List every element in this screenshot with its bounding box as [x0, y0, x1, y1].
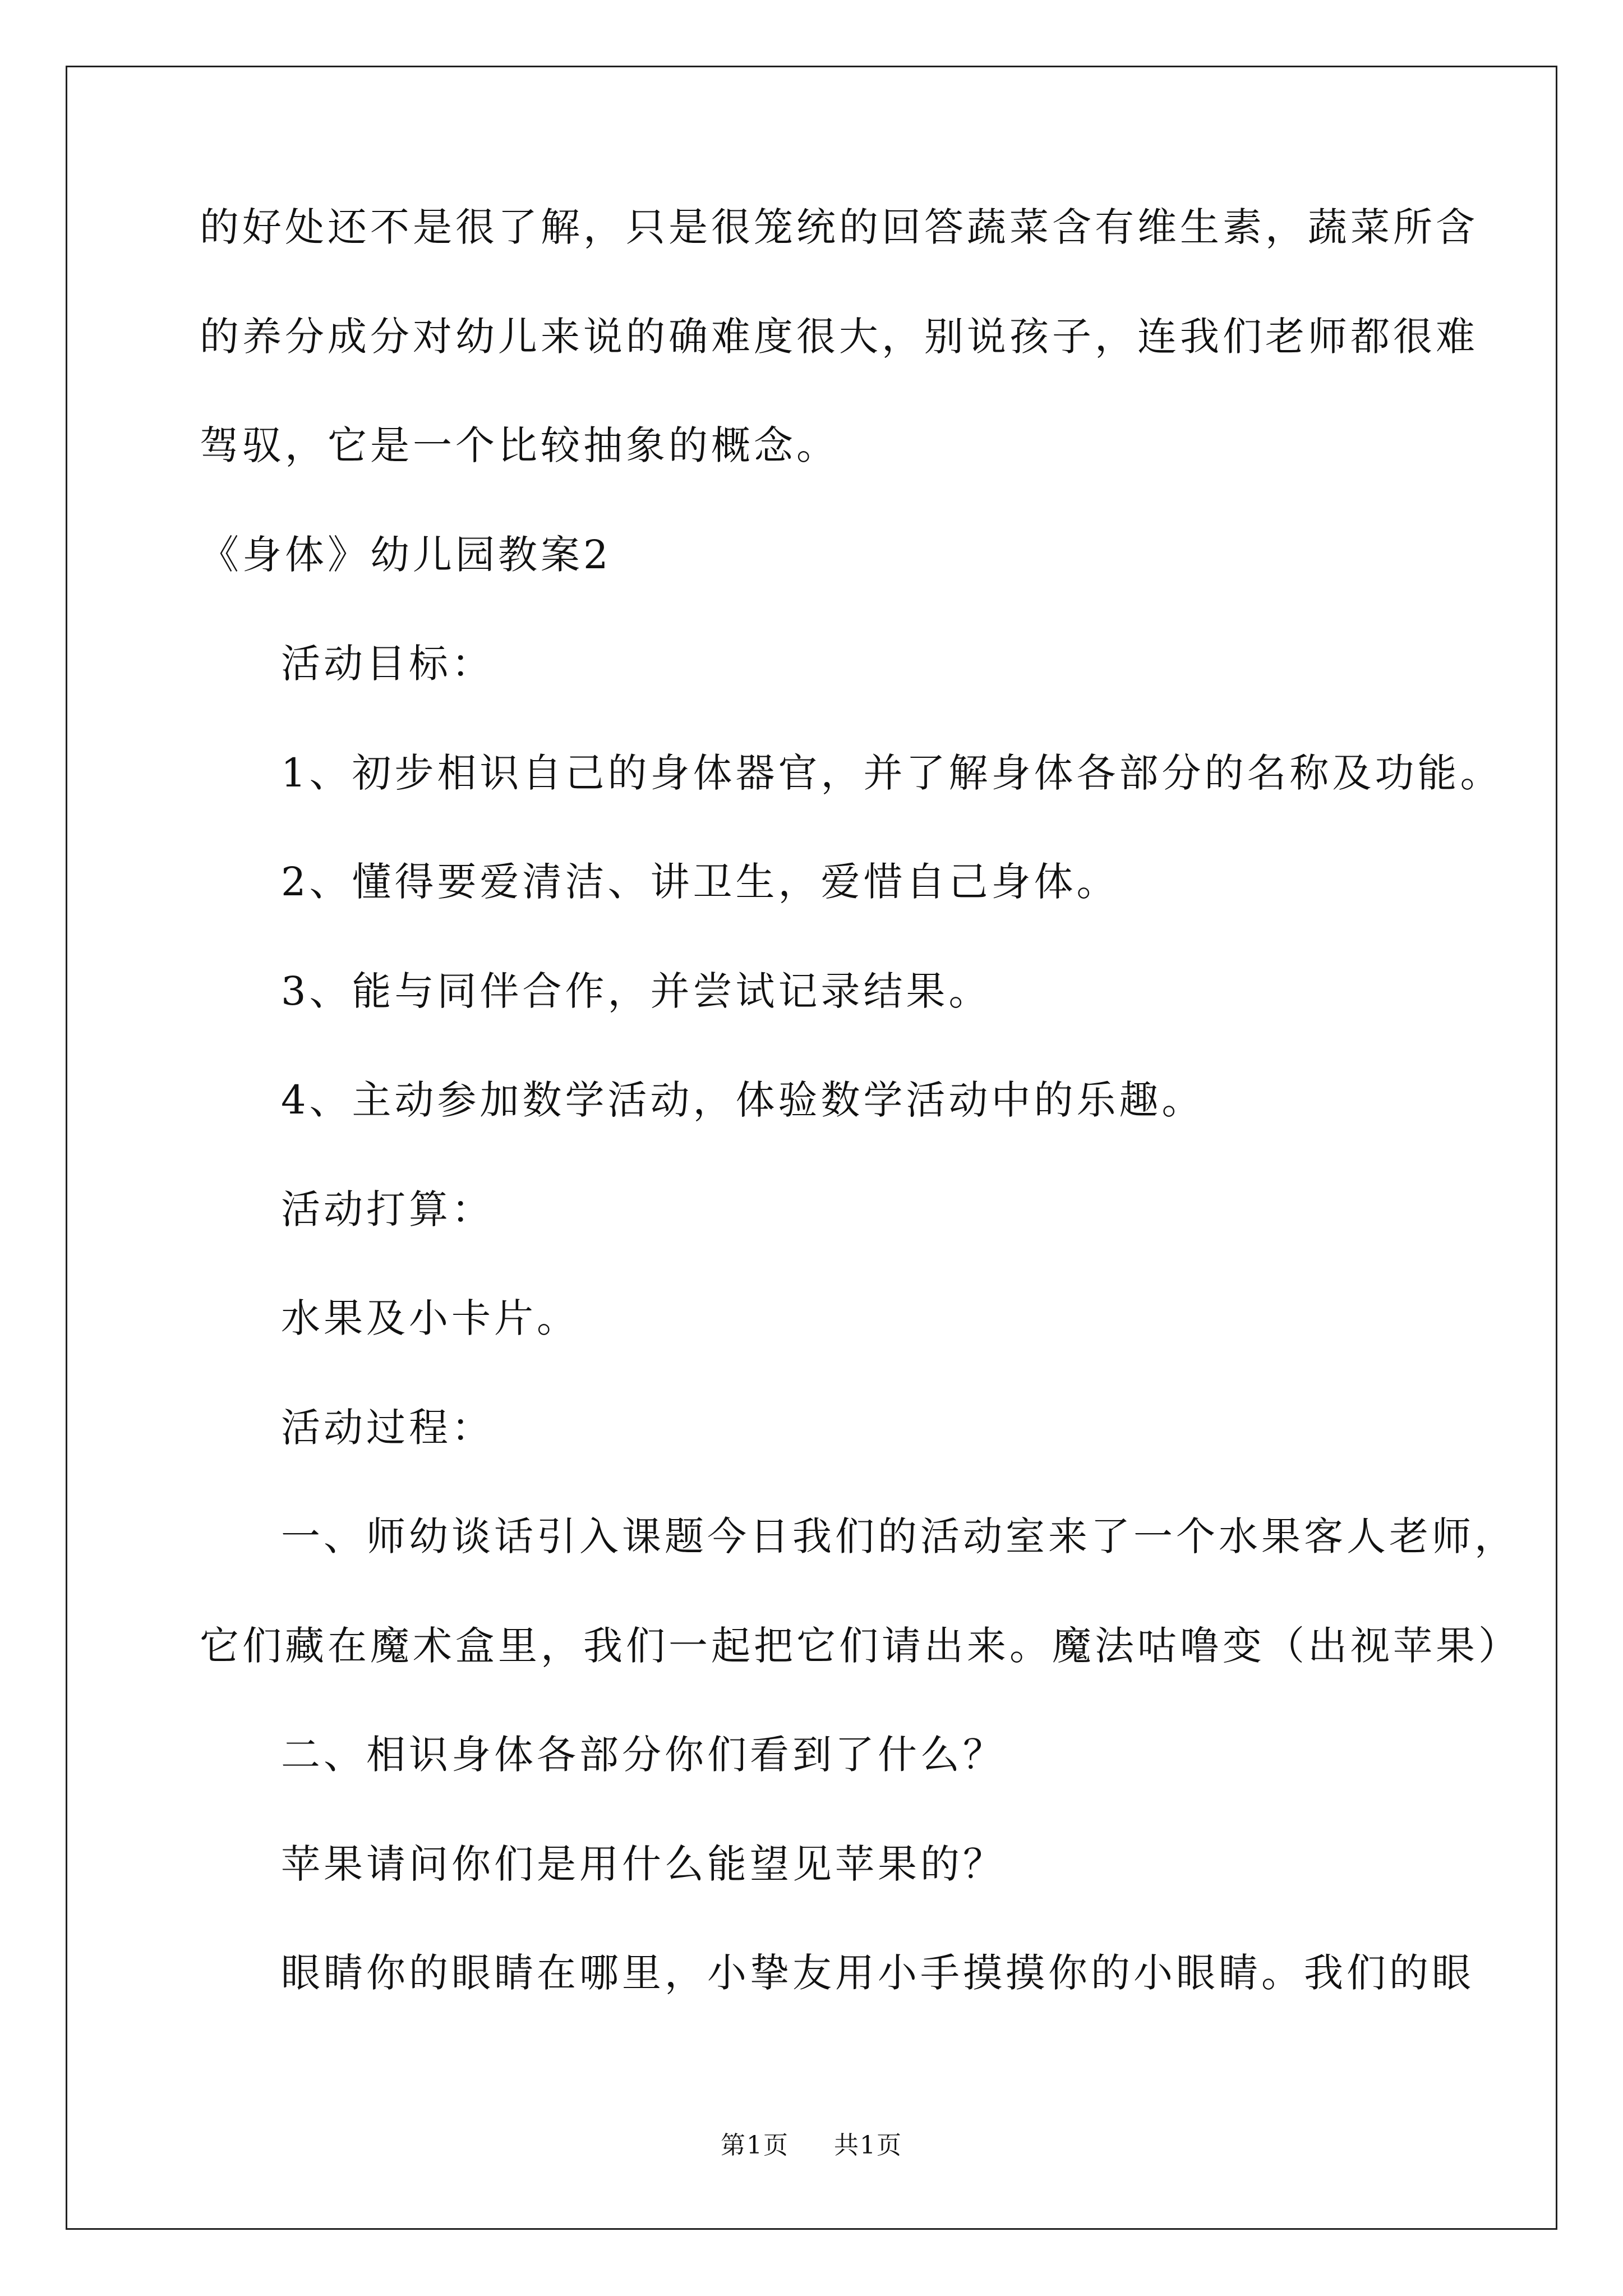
goal-item-3: 3、能与同伴合作，并尝试记录结果。	[281, 968, 992, 1014]
text-line: 驾驭，它是一个比较抽象的概念。	[200, 422, 839, 468]
preparation-text: 水果及小卡片。	[281, 1295, 579, 1341]
text-line: 的养分成分对幼儿来说的确难度很大，别说孩子，连我们老师都很难	[200, 313, 1478, 360]
subheading-process: 活动过程：	[281, 1404, 494, 1451]
subheading-activity-goals: 活动目标：	[281, 641, 494, 687]
text-line: 眼睛你的眼睛在哪里，小挚友用小手摸摸你的小眼睛。我们的眼	[281, 1950, 1474, 1996]
text-line: 苹果请问你们是用什么能望见苹果的？	[281, 1841, 1006, 1887]
goal-item-4: 4、主动参加数学活动，体验数学活动中的乐趣。	[281, 1077, 1205, 1123]
page-total: 共1页	[833, 2131, 902, 2160]
text-line: 一、师幼谈话引入课题今日我们的活动室来了一个水果客人老师，	[281, 1513, 1517, 1559]
page-border	[66, 66, 1557, 2230]
text-line: 的好处还不是很了解，只是很笼统的回答蔬菜含有维生素，蔬菜所含	[200, 204, 1478, 250]
text-line: 二、相识身体各部分你们看到了什么？	[281, 1732, 1006, 1778]
text-line: 它们藏在魔术盒里，我们一起把它们请出来。魔法咕噜变（出视苹果）	[200, 1622, 1521, 1669]
section-title: 《身体》幼儿园教案2	[200, 531, 612, 578]
page-footer	[0, 2132, 1623, 2160]
goal-item-1: 1、初步相识自己的身体器官，并了解身体各部分的名称及功能。	[281, 749, 1503, 796]
page-number: 第1页	[721, 2131, 790, 2160]
subheading-preparation: 活动打算：	[281, 1186, 494, 1232]
footer-separator	[798, 2131, 825, 2160]
goal-item-2: 2、懂得要爱清洁、讲卫生，爱惜自己身体。	[281, 859, 1119, 905]
